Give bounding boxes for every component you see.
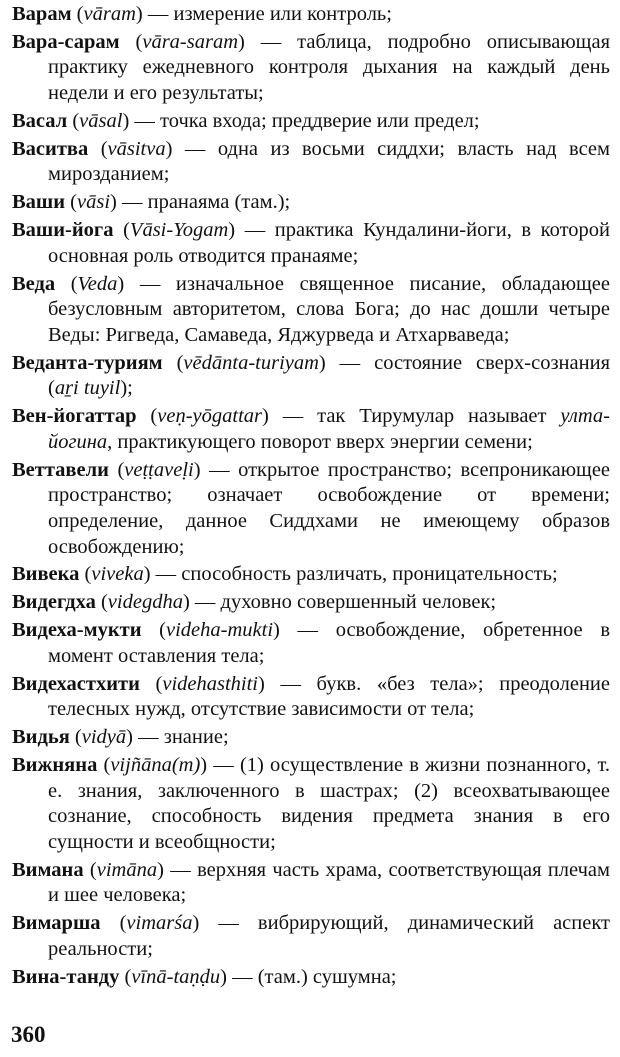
- entry-videhasthiti: Видехастхити (videhasthiti) — букв. «без тела»; преодоление телесных нужд, отсутствие зависимости от тела;: [12, 672, 610, 721]
- entry-veda: Веда (Veda) — изначальное священное писание, обладающее безусловным авторитетом, слова Бога; до нас дошли четыре Веды: Ригведа, Самаведа, Яджурведа и Атхарваведа;: [12, 272, 610, 346]
- entry-transliteration: vidyā: [81, 726, 127, 749]
- entry-definition-end: , практикующего поворот вверх энергии семени;: [107, 430, 533, 453]
- entry-definition: — практика Кундалини-йоги, в которой основная роль отводится пранаяме;: [48, 219, 610, 267]
- entry-definition: — одна из восьми сиддхи; власть над всем мирозданием;: [48, 137, 611, 186]
- glossary-entries: [12, 2, 610, 993]
- entry-definition-end: );: [120, 377, 133, 400]
- entry-transliteration: Veda: [77, 272, 118, 295]
- entry-term: Ваши-йога: [12, 219, 114, 242]
- entry-transliteration: vimāna: [96, 858, 158, 881]
- entry-transliteration: videha-mukti: [166, 619, 274, 642]
- entry-vimarsha: Вимарша (vimarśa) — вибрирующий, динамический аспект реальности;: [12, 912, 610, 960]
- entry-term: Вара-сарам: [12, 30, 120, 53]
- entry-vijnana: Вижняна (vijñāna(m)) — (1) осуществление в жизни познанного, т. е. знания, заключенного в шастрах; (2) всеохватывающее сознание, способность видения предмета знания в его сущности и всеобщности;: [12, 754, 610, 853]
- entry-transliteration: veṇ-yōgattar: [157, 405, 263, 428]
- entry-emphasis: улта-йогина: [48, 405, 610, 453]
- entry-term: Веданта-туриям: [12, 351, 163, 374]
- entry-definition: — открытое пространство; всепроникающее пространство; означает освобождение от времени; определение, данное Сиддхами не имеющему образов освобождению;: [48, 458, 611, 558]
- entry-transliteration: vāsitva: [107, 137, 166, 160]
- entry-transliteration: vijñāna(m): [110, 754, 201, 777]
- entry-definition: — верхняя часть храма, соответствующая плечам и шее человека;: [48, 858, 610, 907]
- entry-definition: — таблица, подробно описывающая практику ежедневного контроля дыхания на каждый день недели и его результаты;: [48, 30, 610, 105]
- entry-ven-yogattar: Вен-йогаттар (veṇ-yōgattar) — так Тирумулар называет улта-йогина, практикующего поворот вверх энергии семени;: [12, 405, 610, 453]
- entry-definition: — (там.) сушумна;: [226, 965, 397, 988]
- entry-transliteration: vāsi: [77, 191, 111, 214]
- page-number: 360: [11, 1022, 46, 1047]
- entry-definition: — состояние сверх-сознания (: [48, 351, 610, 400]
- entry-varam: Варам (vāram) — измерение или контроль;: [12, 3, 392, 25]
- entry-transliteration: videgdha: [107, 591, 183, 614]
- entry-transliteration: vāra-saram: [142, 30, 239, 53]
- entry-transliteration: vimarśa: [126, 912, 193, 935]
- entry-definition: — так Тирумулар называет: [268, 405, 561, 428]
- entry-transliteration: Vāsi-Yogam: [129, 219, 229, 242]
- entry-definition: — изначальное священное писание, обладающее безусловным авторитетом, слова Бога; до нас дошли четыре Веды: Ригведа, Самаведа, Яджурведа и Атхарваведа;: [48, 272, 610, 346]
- entry-vimana: Вимана (vimāna) — верхняя часть храма, соответствующая плечам и шее человека;: [12, 858, 610, 907]
- entry-vasitva: Васитва (vāsitva) — одна из восьми сиддхи; власть над всем мирозданием;: [12, 137, 611, 186]
- entry-vasal: Васал (vāsal) — точка входа; преддверие или предел;: [12, 109, 480, 132]
- entry-definition: — способность различать, проницательность;: [150, 563, 558, 586]
- entry-term: Вижняна: [12, 754, 98, 777]
- entry-definition: — точка входа; преддверие или предел;: [129, 109, 480, 132]
- entry-definition: — духовно совершенный человек;: [189, 591, 497, 614]
- entry-term: Ваши: [12, 191, 66, 214]
- entry-term: Вина-танду: [12, 965, 120, 988]
- entry-term: Вимарша: [12, 912, 101, 935]
- entry-transliteration: vāram: [83, 3, 136, 25]
- entry-term: Вен-йогаттар: [12, 405, 137, 428]
- entry-term: Видеха-мукти: [12, 619, 142, 642]
- entry-videha-mukti: Видеха-мукти (videha-mukti) — освобождение, обретенное в момент оставления тела;: [12, 619, 611, 667]
- entry-vina-tandu: Вина-танду (vīnā-taṇḍu) — (там.) сушумна;: [12, 965, 397, 988]
- entry-vashi-yoga: Ваши-йога (Vāsi-Yogam) — практика Кундалини-йоги, в которой основная роль отводится пранаяме;: [12, 219, 610, 267]
- entry-transliteration: veṭṭaveḷi: [124, 458, 194, 481]
- entry-transliteration-secondary: aṟi tuyil: [54, 377, 121, 400]
- entry-videgdha: Видегдха (videgdha) — духовно совершенный человек;: [12, 591, 497, 614]
- entry-definition: — знание;: [132, 726, 229, 749]
- entry-definition: — вибрирующий, динамический аспект реальности;: [48, 912, 610, 960]
- entry-transliteration: viveka: [91, 563, 144, 586]
- entry-term: Варам: [12, 3, 72, 25]
- entry-term: Васал: [12, 109, 68, 132]
- entry-term: Видегдха: [12, 591, 96, 614]
- entry-viveka: Вивека (viveka) — способность различать, проницательность;: [12, 563, 558, 586]
- entry-vidya: Видья (vidyā) — знание;: [12, 726, 229, 749]
- entry-vedanta-turiyam: Веданта-туриям (vēdānta-turiyam) — состояние сверх-сознания (aṟi tuyil);: [12, 351, 610, 400]
- entry-term: Вивека: [12, 563, 80, 586]
- entry-definition: — пранаяма (там.);: [116, 191, 291, 214]
- entry-term: Васитва: [12, 137, 89, 160]
- entry-term: Веда: [12, 272, 56, 295]
- entry-transliteration: vēdānta-turiyam: [183, 351, 319, 374]
- entry-vashi: Ваши (vāsi) — пранаяма (там.);: [12, 191, 291, 214]
- entry-definition: — букв. «без тела»; преодоление телесных нужд, отсутствие зависимости от тела;: [48, 672, 610, 721]
- entry-term: Видья: [12, 726, 70, 749]
- entry-transliteration: vīnā-taṇḍu: [131, 965, 221, 988]
- entry-transliteration: videhasthiti: [162, 672, 258, 695]
- entry-term: Вимана: [12, 858, 84, 881]
- entry-definition: — (1) осуществление в жизни познанного, т. е. знания, заключенного в шастрах; (2) всеохватывающее сознание, способность видения предмета знания в его сущности и всеобщности;: [48, 754, 610, 853]
- entry-definition: — освобождение, обретенное в момент оставления тела;: [48, 619, 611, 667]
- entry-vara-saram: Вара-сарам (vāra-saram) — таблица, подробно описывающая практику ежедневного контроля дыхания на каждый день недели и его результаты;: [12, 30, 610, 105]
- entry-transliteration: vāsal: [79, 109, 123, 132]
- entry-vettaveli: Веттавели (veṭṭaveḷi) — открытое пространство; всепроникающее пространство; означает освобождение от времени; определение, данное Сиддхами не имеющему образов освобождению;: [12, 458, 611, 558]
- entry-definition: — измерение или контроль;: [142, 3, 392, 25]
- entry-term: Видехастхити: [12, 672, 140, 695]
- entry-term: Веттавели: [12, 458, 109, 481]
